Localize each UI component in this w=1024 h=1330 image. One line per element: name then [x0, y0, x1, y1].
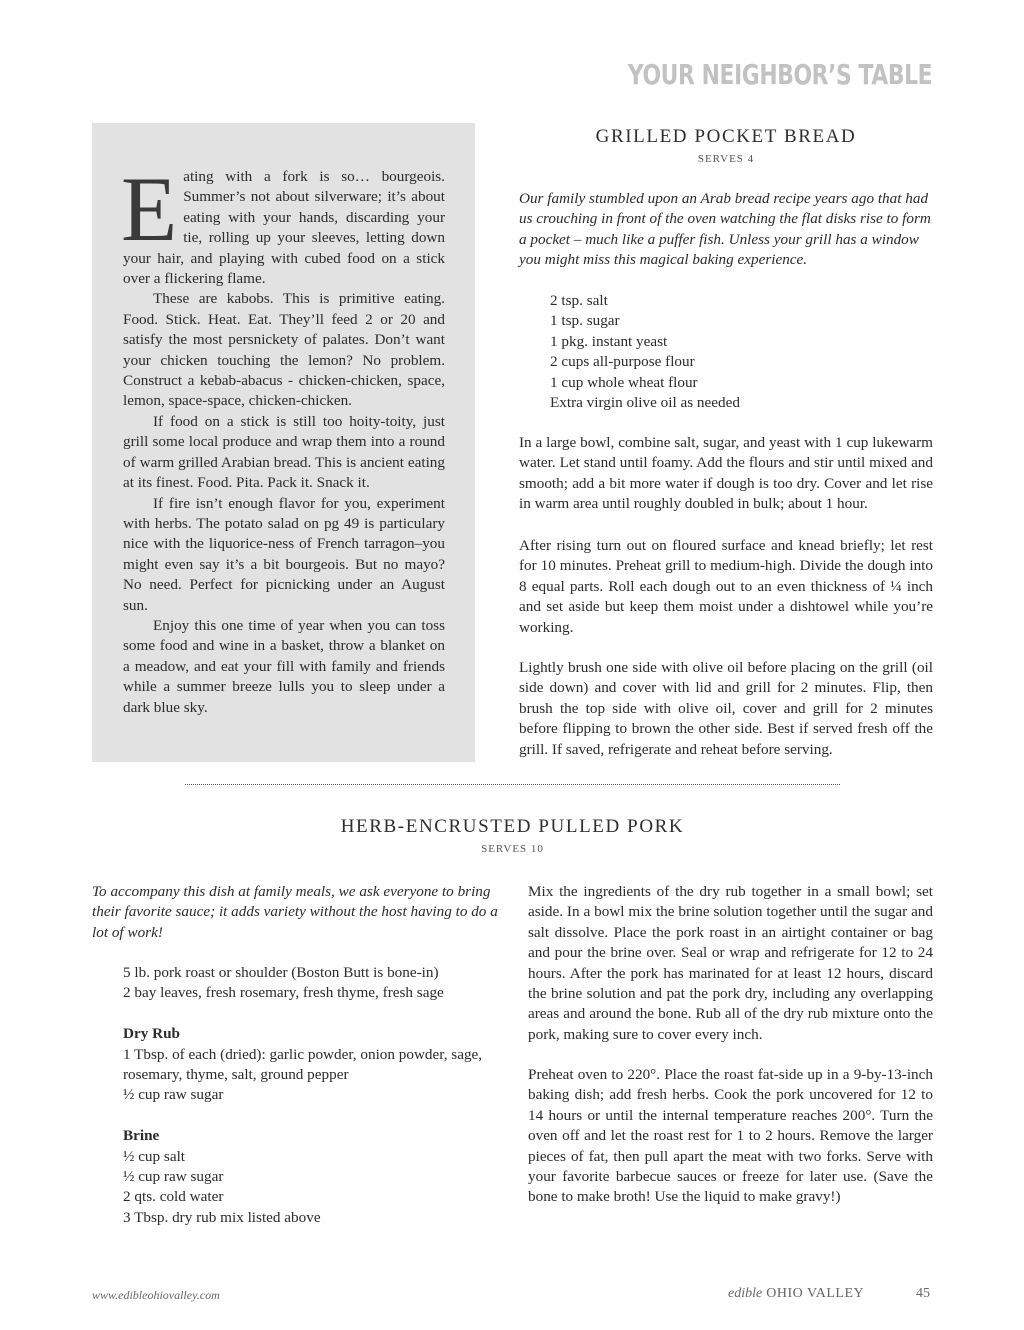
recipe-intro: To accompany this dish at family meals, we ask everyone to bring their favorite sauce; it adds variety without the host having to do a lot of work!	[92, 883, 498, 941]
ingredient: Extra virgin olive oil as needed	[550, 394, 740, 412]
ingredient: 2 tsp. salt	[550, 292, 608, 309]
ingredient: 1 tsp. sugar	[550, 312, 620, 330]
ingredient: 5 lb. pork roast or shoulder (Boston Butt is bone-in)	[123, 964, 439, 981]
ingredient: 1 cup whole wheat flour	[550, 373, 698, 391]
recipe-step: Lightly brush one side with olive oil before placing on the grill (oil side down) and cover with lid and grill for 2 minutes. Flip, then brush the top side with olive oil, cover and grill for 2 minutes before flipping to brown the other side. Best if served fresh off the grill. If saved, refrigerate and reheat before serving.	[519, 659, 933, 758]
brine-heading: Brine	[123, 1127, 160, 1145]
dry-rub-heading: Dry Rub	[123, 1025, 180, 1043]
spacer	[123, 1004, 493, 1024]
essay-paragraph: If fire isn’t enough flavor for you, experiment with herbs. The potato salad on pg 49 is particulary nice with the liquorice-ness of French tarragon–you might even say it’s a bit bourgeois. But no mayo? No need. Perfect for picnicking under an August sun.	[123, 494, 445, 614]
essay-paragraph: These are kabobs. This is primitive eating. Food. Stick. Heat. Eat. They’ll feed 2 or 20 and satisfy the most persnickety of palates. Don’t want your chicken touching the lemon? No problem. Construct a kebab-abacus - chicken-chicken, space, lemon, space-space, chicken-chicken.	[123, 290, 445, 410]
sidebar-essay	[92, 123, 475, 762]
drop-cap: E	[121, 158, 178, 260]
ingredient: 1 Tbsp. of each (dried): garlic powder, onion powder, sage, rosemary, thyme, salt, ground pepper	[123, 1045, 483, 1084]
recipe-step: Mix the ingredients of the dry rub together in a small bowl; set aside. In a bowl mix the brine solution together until the sugar and salt dissolve. Place the pork roast in an airtight container or bag and pour the brine over. Seal or wrap and refrigerate for 12 to 24 hours. After the pork has marinated for at least 12 hours, discard the brine solution and pat the pork dry, including any overlapping areas and around the bone. Rub all of the dry rub mixture onto the pork, making sure to cover every inch.	[528, 883, 933, 1043]
recipe-intro: Our family stumbled upon an Arab bread recipe years ago that had us crouching in front of the oven watching the flat disks rise to form a pocket – much like a puffer fish. Unless your grill has a window you might miss this magical baking experience.	[519, 190, 931, 269]
ingredient: ½ cup raw sugar	[123, 1086, 224, 1104]
spacer	[123, 1106, 493, 1126]
ingredient: 2 qts. cold water	[123, 1188, 224, 1206]
section-divider	[185, 784, 840, 785]
recipe-serves: SERVES 4	[697, 153, 755, 165]
page-number: 45	[916, 1286, 930, 1301]
recipe-step: Preheat oven to 220°. Place the roast fat-side up in a 9-by-13-inch baking dish; add fresh herbs. Cook the pork uncovered for 12 to 14 hours or until the internal temperature reaches 200°. Turn the oven off and let the roast rest for 1 to 2 hours. Remove the larger pieces of fat, then pull apart the meat with two forks. Serve with your favorite barbecue sauces or freeze for later use. (Save the bone to make broth! Use the liquid to make gravy!)	[528, 1066, 933, 1206]
recipe-title-pocket-bread: GRILLED POCKET BREAD	[595, 126, 857, 147]
ingredient: 3 Tbsp. dry rub mix listed above	[123, 1208, 321, 1226]
section-header: YOUR NEIGHBOR’S TABLE	[627, 58, 932, 91]
ingredient: 1 pkg. instant yeast	[550, 332, 668, 350]
essay-paragraph: If food on a stick is still too hoity-toity, just grill some local produce and wrap them into a round of warm grilled Arabian bread. This is ancient eating at its finest. Food. Pita. Pack it. Snack it.	[123, 412, 445, 492]
recipe-serves: SERVES 10	[481, 843, 544, 855]
recipe-title-pulled-pork: HERB-ENCRUSTED PULLED PORK	[340, 816, 685, 837]
ingredient: 2 bay leaves, fresh rosemary, fresh thyme, fresh sage	[123, 984, 444, 1002]
ingredient-list	[550, 291, 933, 413]
essay-paragraph: Enjoy this one time of year when you can toss some food and wine in a basket, throw a blanket on a meadow, and eat your fill with family and friends while a summer breeze lulls you to sleep under a dark blue sky.	[123, 616, 445, 716]
ingredient: ½ cup salt	[123, 1147, 186, 1165]
ingredient: 2 cups all-purpose flour	[550, 353, 695, 371]
ingredient: ½ cup raw sugar	[123, 1168, 224, 1186]
footer-url: www.edibleohiovalley.com	[92, 1288, 220, 1302]
footer-magazine-name: edible OHIO VALLEY	[728, 1286, 865, 1301]
recipe-step: After rising turn out on floured surface and knead briefly; let rest for 10 minutes. Preheat grill to medium-high. Divide the dough into 8 equal parts. Roll each dough out to an even thickness of ¼ inch and set aside but keep them moist under a dishtowel while you’re working.	[519, 537, 933, 636]
ingredient-list	[123, 963, 493, 1228]
essay-paragraph: Eating with a fork is so… bourgeois. Summer’s not about silverware; it’s about eating with your hands, discarding your tie, rolling up your sleeves, letting down your hair, and playing with cubed food on a stick over a flickering flame.	[121, 158, 445, 288]
recipe-step: In a large bowl, combine salt, sugar, and yeast with 1 cup lukewarm water. Let stand until foamy. Add the flours and stir until mixed and smooth; add a bit more water if dough is too dry. Cover and let rise in warm area until roughly doubled in bulk; about 1 hour.	[519, 434, 933, 513]
